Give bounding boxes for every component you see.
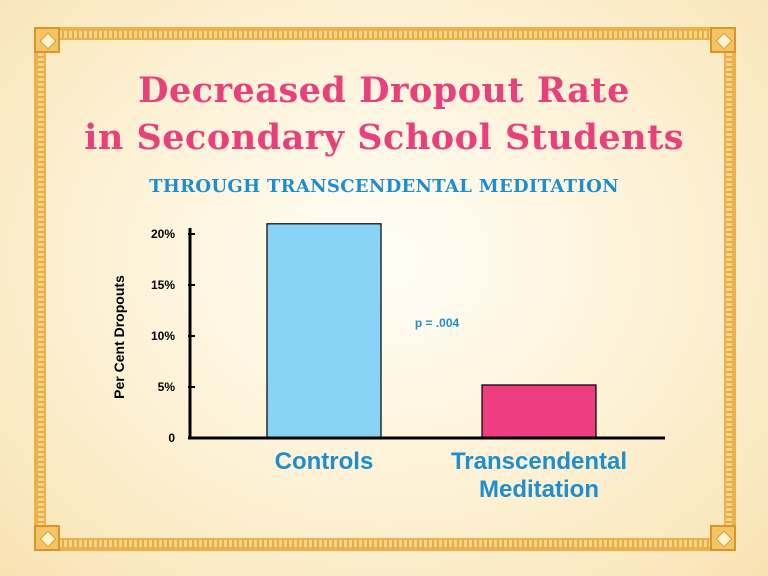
bar-controls <box>267 224 381 438</box>
p-value-annotation: p = .004 <box>414 316 460 330</box>
y-tick-label: 5% <box>157 380 175 394</box>
x-category-label: Transcendental <box>450 448 628 475</box>
subtitle: THROUGH TRANSCENDENTAL MEDITATION <box>149 176 619 197</box>
title-line-1: Decreased Dropout Rate <box>138 70 630 111</box>
x-category-label: Controls <box>274 448 374 475</box>
x-category-label: Meditation <box>479 476 599 503</box>
bar-transcendental-meditation <box>482 385 596 438</box>
title-line-2: in Secondary School Students <box>84 117 684 158</box>
y-axis-label: Per Cent Dropouts <box>111 275 127 399</box>
y-tick-label: 20% <box>150 227 175 241</box>
y-tick-label: 10% <box>150 329 175 343</box>
y-tick-label: 0 <box>168 431 175 445</box>
y-tick-label: 15% <box>150 278 175 292</box>
